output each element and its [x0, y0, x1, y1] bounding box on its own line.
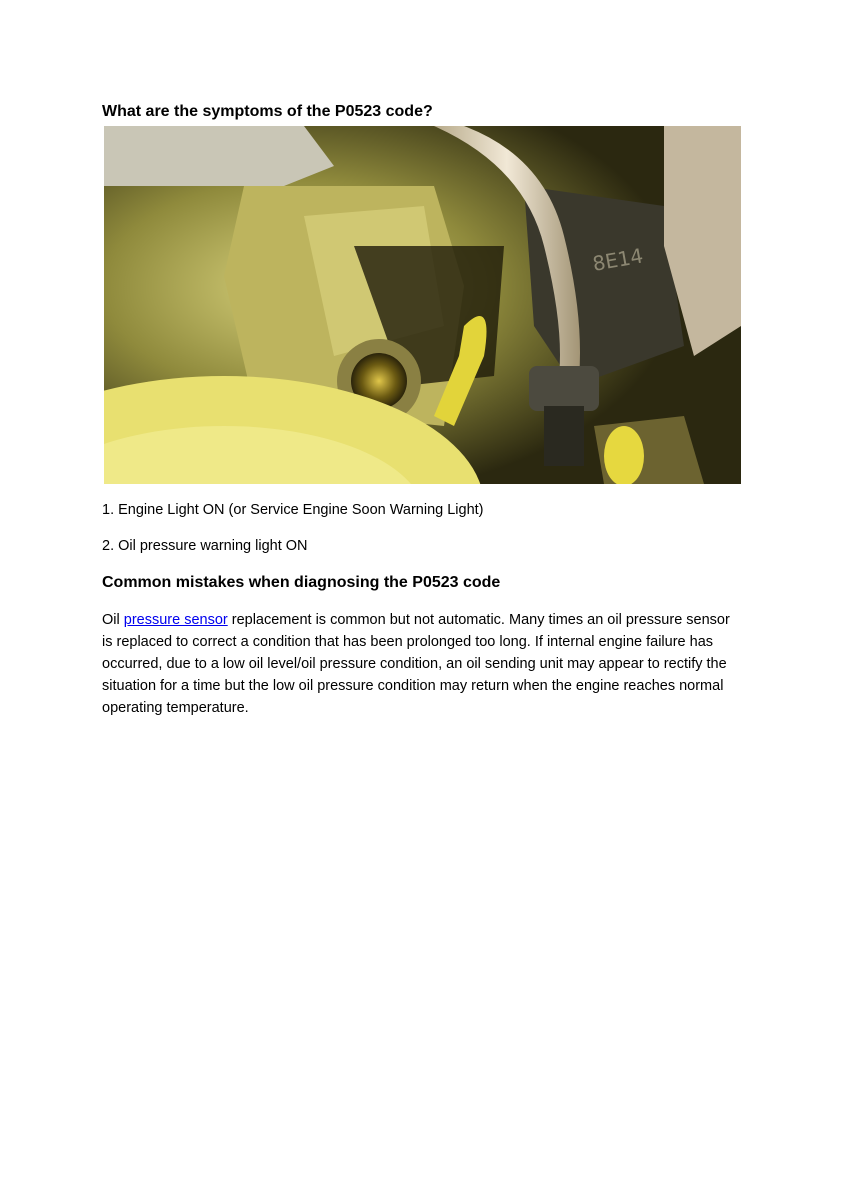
symptom-item: 1. Engine Light ON (or Service Engine Soon Warning Light)	[102, 502, 484, 518]
engine-bay-photo	[104, 126, 741, 484]
mistakes-heading: Common mistakes when diagnosing the P0523 code	[102, 574, 501, 591]
paragraph-lead: Oil	[102, 612, 124, 628]
mistakes-paragraph	[102, 609, 742, 719]
svg-text:8E14: 8E14	[590, 243, 645, 276]
symptoms-heading: What are the symptoms of the P0523 code?	[102, 103, 433, 120]
paragraph-rest: replacement is common but not automatic. Many times an oil pressure sensor is replaced to correct a condition that has been prolonged too long. If internal engine failure has occurred, due to a low oil level/oil pressure condition, an oil sending unit may appear to rectify the situation for a time but the low oil pressure condition may return when the engine reaches normal operating temperature.	[102, 612, 730, 716]
symptom-item: 2. Oil pressure warning light ON	[102, 538, 308, 554]
pressure-sensor-link[interactable]: pressure sensor	[123, 612, 228, 628]
